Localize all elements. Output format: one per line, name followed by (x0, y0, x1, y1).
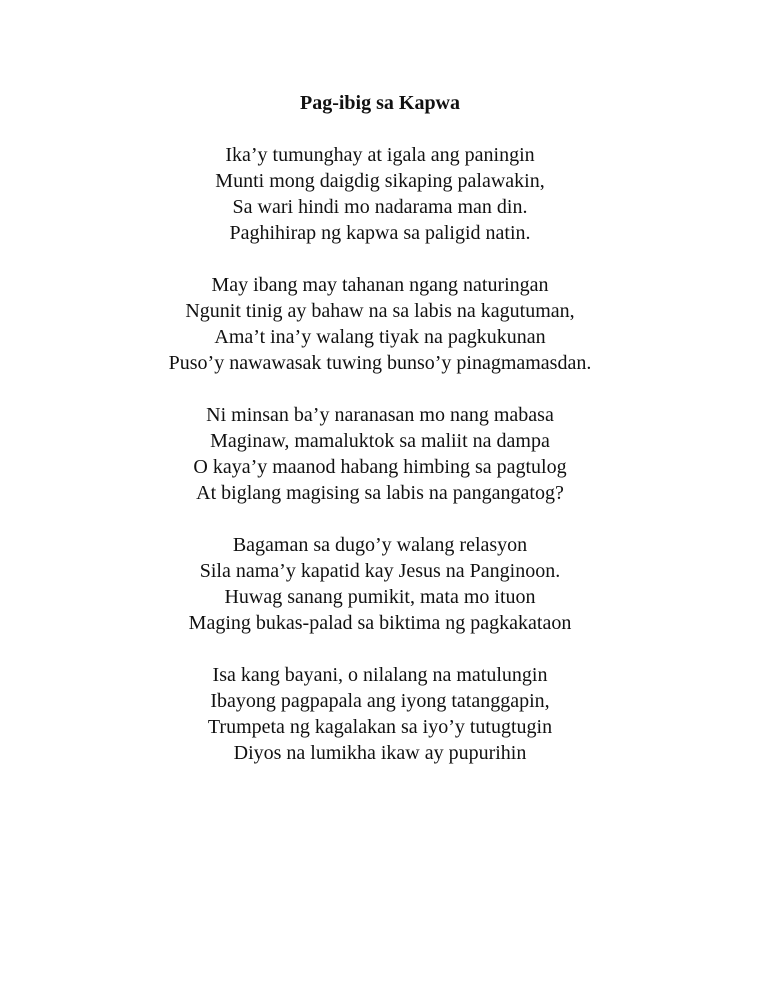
poem-line: May ibang may tahanan ngang naturingan (211, 274, 549, 296)
poem-line: Ika’y tumunghay at igala ang paningin (225, 144, 535, 166)
poem-line: Puso’y nawawasak tuwing bunso’y pinagmamasdan. (168, 352, 592, 374)
poem-line: Bagaman sa dugo’y walang relasyon (232, 534, 528, 556)
poem-line: Isa kang bayani, o nilalang na matulungin (212, 664, 548, 686)
stanza (0, 662, 760, 766)
poem-line: Ama’t ina’y walang tiyak na pagkukunan (214, 326, 546, 348)
poem-title: Pag-ibig sa Kapwa (299, 92, 461, 114)
poem-line: At biglang magising sa labis na pangangatog? (196, 482, 564, 504)
poem-line: Paghihirap ng kapwa sa paligid natin. (229, 222, 531, 244)
poem-line: Diyos na lumikha ikaw ay pupurihin (233, 742, 527, 764)
poem-line: Ibayong pagpapala ang iyong tatanggapin, (210, 690, 550, 712)
poem-body (0, 142, 760, 766)
poem-line: Trumpeta ng kagalakan sa iyo’y tutugtugin (207, 716, 553, 738)
poem-line: Huwag sanang pumikit, mata mo ituon (224, 586, 536, 608)
stanza (0, 272, 760, 376)
stanza (0, 402, 760, 506)
poem-line: Munti mong daigdig sikaping palawakin, (215, 170, 545, 192)
poem-line: Sa wari hindi mo nadarama man din. (232, 196, 528, 218)
poem-line: Ngunit tinig ay bahaw na sa labis na kagutuman, (185, 300, 575, 322)
stanza (0, 532, 760, 636)
stanza (0, 142, 760, 246)
poem-line: Ni minsan ba’y naranasan mo nang mabasa (206, 404, 554, 426)
poem-line: Maging bukas-palad sa biktima ng pagkakataon (188, 612, 572, 634)
poem-line: Maginaw, mamaluktok sa maliit na dampa (210, 430, 550, 452)
poem-line: O kaya’y maanod habang himbing sa pagtulog (193, 456, 567, 478)
poem-line: Sila nama’y kapatid kay Jesus na Panginoon. (199, 560, 561, 582)
